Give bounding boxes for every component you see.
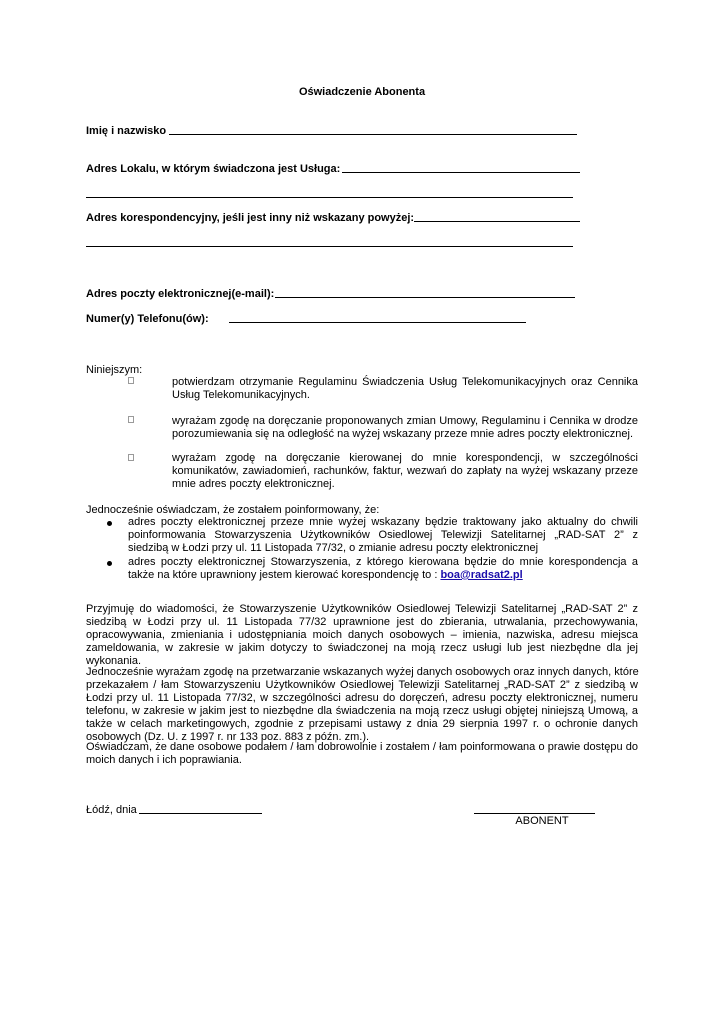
bullet-icon <box>107 521 112 526</box>
text-line: Jednocześnie wyrażam zgodę na przetwarzanie wskazanych wyżej danych osobowych oraz innych danych, które <box>86 666 639 678</box>
consent-text-2 <box>172 415 638 441</box>
text-line: mnie adres poczty elektronicznej. <box>172 478 335 490</box>
bullet-icon <box>107 561 112 566</box>
service-address-field[interactable] <box>342 172 580 173</box>
text-line: osobowych (Dz. U. z 1997 r. nr 133 poz. 883 z późn. zm.). <box>86 731 370 743</box>
text-line: przekazałem / łam Stowarzyszeniu Użytkowników Osiedlowej Telewizji Satelitarnej „RAD-SAT 2” z siedzibą w <box>86 679 638 691</box>
name-label: Imię i nazwisko <box>86 125 167 137</box>
name-field[interactable] <box>169 134 577 135</box>
text-line: wykonania. <box>86 655 142 667</box>
email-label: Adres poczty elektronicznej(e-mail): <box>86 288 275 300</box>
text-line: Usług Telekomunikacyjnych. <box>172 389 310 401</box>
text-line: Przyjmuję do wiadomości, że Stowarzyszenie Użytkowników Osiedlowej Telewizji Satelitarnej „RAD-SAT 2” z <box>86 603 638 615</box>
text-line: adres poczty elektronicznej Stowarzyszenia, z którego kierowana będzie do mnie korespondencja a <box>128 556 638 568</box>
page-title: Oświadczenie Abonenta <box>298 86 426 98</box>
paragraph-data-collection <box>86 603 638 668</box>
service-address-label: Adres Lokalu, w którym świadczona jest Usługa: <box>86 163 341 175</box>
correspondence-address-field[interactable] <box>414 221 580 222</box>
place-date-label: Łódź, dnia <box>86 804 137 816</box>
paragraph-consent <box>86 666 638 744</box>
text-line: poinformowania Stowarzyszenia Użytkowników Osiedlowej Telewizji Satelitarnej „RAD-SAT 2” z <box>128 529 638 541</box>
text-line: moich danych i ich poprawiania. <box>86 754 242 766</box>
consent-checkbox-3[interactable] <box>128 454 134 461</box>
text-line: adres poczty elektronicznej przeze mnie wyżej wskazany będzie traktowany jako aktualny do chwili <box>128 516 638 528</box>
text-line: opracowywania, zmieniania i udostępniania moich danych osobowych – imienia, nazwiska, adresu miejsca <box>86 629 638 641</box>
text-line: zameldowania, w zakresie w jakim dotyczy to świadczonej na moją rzecz usługi lub jest niezbędne dla jej <box>86 642 638 654</box>
phone-label: Numer(y) Telefonu(ów): <box>86 313 209 325</box>
consent-text-1 <box>172 376 638 402</box>
email-link[interactable]: boa@radsat2.pl <box>440 569 523 581</box>
text-line-prefix: także na które uprawniony jestem kierować korespondencję to : <box>128 569 441 581</box>
text-line: siedzibą w Łodzi przy ul. 11 Listopada 77/32 uprawnione jest do zbierania, utrwalania, przechowywania, <box>86 616 638 628</box>
service-address-field-2[interactable] <box>86 197 573 198</box>
text-line: telefonu, w zakresie w jakim jest to niezbędne dla świadczenia na moją rzecz usługi objętej niniejszą Umową, a <box>86 705 638 717</box>
text-line: wyrażam zgodę na doręczanie proponowanych zmian Umowy, Regulaminu i Cennika w drodze <box>172 415 638 427</box>
date-field[interactable] <box>139 813 262 814</box>
consent-checkbox-2[interactable] <box>128 416 134 423</box>
text-line: siedzibą w Łodzi przy ul. 11 Listopada 77/32, o zmianie adresu poczty elektronicznej <box>128 542 539 554</box>
phone-field[interactable] <box>229 322 526 323</box>
text-line: Łodzi przy ul. 11 Listopada 77/32, w szczególności adresu do doręczeń, adresu poczty elektronicznej, numeru <box>86 692 638 704</box>
text-line: potwierdzam otrzymanie Regulaminu Świadczenia Usług Telekomunikacyjnych oraz Cennika <box>172 376 638 388</box>
text-line <box>128 569 638 582</box>
consent-checkbox-1[interactable] <box>128 377 134 384</box>
correspondence-address-field-2[interactable] <box>86 246 573 247</box>
text-line: także w celach marketingowych, zgodnie z przepisami ustawy z dnia 29 sierpnia 1997 r. o ochronie danych <box>86 718 638 730</box>
declaration-intro: Jednocześnie oświadczam, że zostałem poinformowany, że: <box>86 504 380 516</box>
intro-text: Niniejszym: <box>86 364 143 376</box>
bullet-text-2 <box>128 556 638 582</box>
text-line: Oświadczam, że dane osobowe podałem / łam dobrowolnie i zostałem / łam poinformowana o prawie dostępu do <box>86 741 638 753</box>
signature-field[interactable] <box>474 813 595 814</box>
consent-text-3 <box>172 452 638 491</box>
paragraph-voluntary <box>86 741 638 767</box>
signature-label: ABONENT <box>515 815 569 827</box>
text-line: porozumiewania się na odległość na wyżej wskazany przeze mnie adres poczty elektronicznej. <box>172 428 634 440</box>
bullet-text-1 <box>128 516 638 555</box>
text-line: wyrażam zgodę na doręczanie kierowanej do mnie korespondencji, w szczególności <box>172 452 638 464</box>
text-line: komunikatów, zawiadomień, rachunków, faktur, wezwań do zapłaty na wyżej wskazany przeze <box>172 465 638 477</box>
correspondence-address-label: Adres korespondencyjny, jeśli jest inny niż wskazany powyżej: <box>86 212 415 224</box>
email-field[interactable] <box>275 297 575 298</box>
